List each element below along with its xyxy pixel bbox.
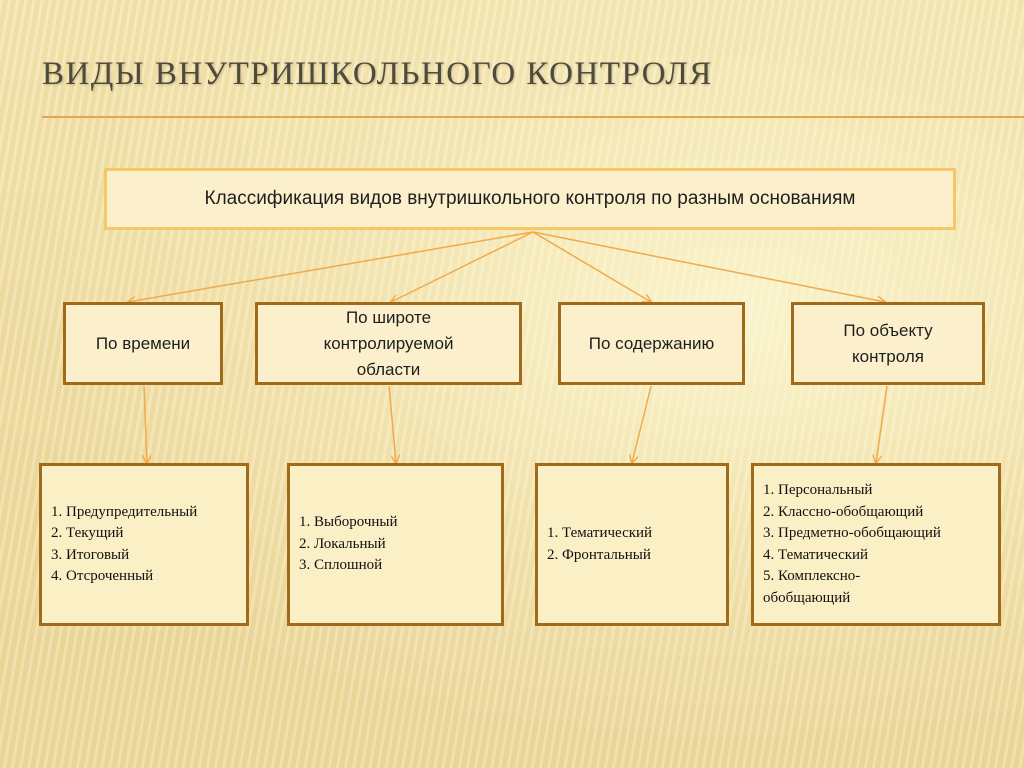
list-item: 2. Текущий bbox=[51, 525, 124, 541]
arrow-root-to-content bbox=[533, 232, 651, 302]
list-item: 1. Персональный bbox=[763, 482, 873, 498]
list-item: 1. Выборочный bbox=[299, 514, 398, 531]
category-label: По широте контролируемой области bbox=[323, 307, 454, 379]
list-item: 1. Тематический bbox=[547, 525, 653, 541]
category-box-scope bbox=[255, 302, 522, 385]
list-item: 3. Сплошной bbox=[299, 557, 383, 574]
list-item: 3. Итоговый bbox=[51, 546, 130, 563]
category-label: По времени bbox=[95, 333, 191, 353]
list-item: 5. Комплексно- bbox=[763, 568, 861, 584]
category-box-object bbox=[791, 302, 985, 385]
arrow-content-to-list bbox=[632, 386, 651, 463]
arrow-scope-to-list bbox=[389, 386, 396, 463]
list-item: обобщающий bbox=[763, 589, 851, 606]
list-box-content bbox=[535, 463, 729, 626]
list-item: 2. Классно-обобщающий bbox=[763, 503, 924, 520]
page-title: ВИДЫ ВНУТРИШКОЛЬНОГО КОНТРОЛЯ bbox=[42, 56, 713, 92]
list-box-object bbox=[751, 463, 1001, 626]
list-item: 2. Фронтальный bbox=[547, 546, 651, 563]
list-item: 1. Предупредительный bbox=[51, 503, 198, 520]
arrow-root-to-scope bbox=[391, 232, 533, 302]
list-item: 3. Предметно-обобщающий bbox=[763, 525, 941, 541]
list-item: 2. Локальный bbox=[299, 535, 386, 552]
list-item: 4. Тематический bbox=[763, 546, 869, 563]
arrow-root-to-time bbox=[128, 232, 533, 302]
root-classification-box: Классификация видов внутришкольного контроля по разным основаниям bbox=[104, 168, 956, 230]
category-label: По содержанию bbox=[588, 333, 715, 353]
list-item: 4. Отсроченный bbox=[51, 568, 154, 584]
category-box-content bbox=[558, 302, 745, 385]
list-box-scope bbox=[287, 463, 504, 626]
arrow-time-to-list bbox=[144, 386, 147, 463]
category-box-time bbox=[63, 302, 223, 385]
arrow-root-to-object bbox=[533, 232, 885, 302]
category-label: По объекту контроля bbox=[843, 320, 933, 366]
arrow-object-to-list bbox=[876, 386, 887, 463]
list-box-time bbox=[39, 463, 249, 626]
